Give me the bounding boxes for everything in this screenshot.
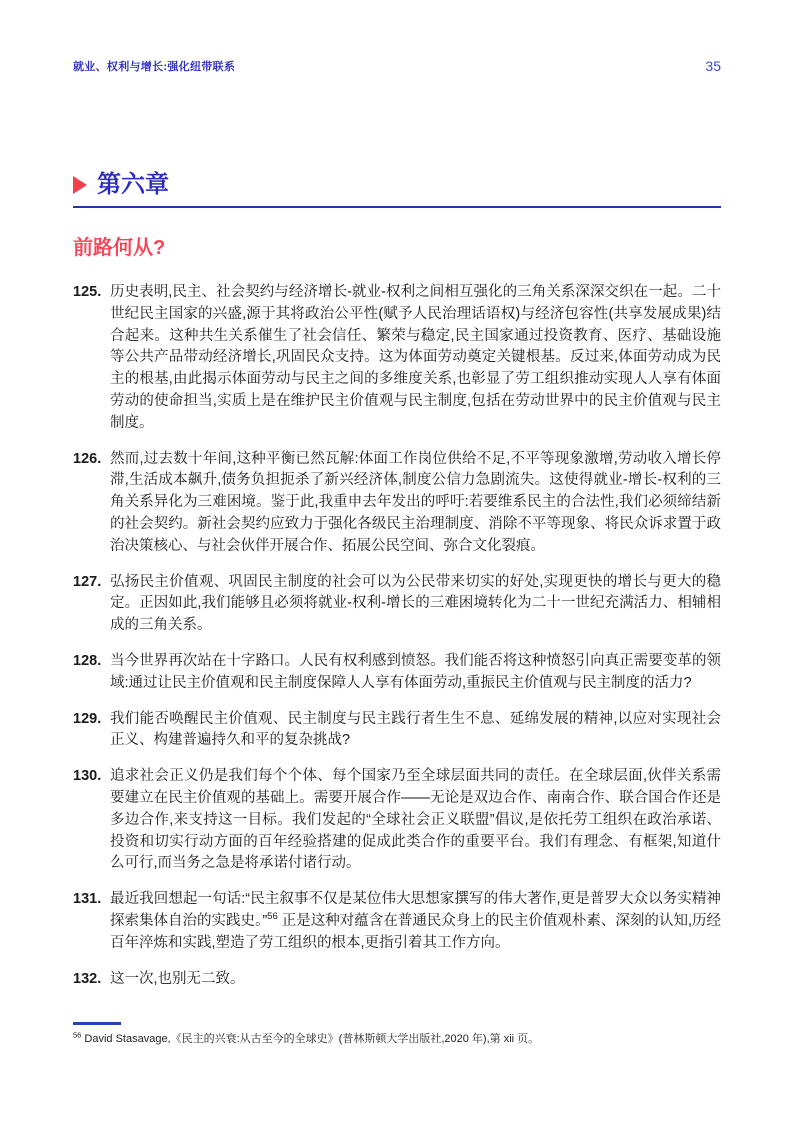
footnote-citation: David Stasavage,《民主的兴衰:从古至今的全球史》(普林斯顿大学出版社,2020 年),第 xii 页。 — [81, 1033, 540, 1045]
paragraph-number: 131. — [73, 891, 102, 908]
paragraph-number: 129. — [73, 710, 102, 727]
section-title: 前路何从? — [73, 237, 166, 259]
chapter-title-text: 第六章 — [97, 171, 169, 198]
paragraph-number: 128. — [73, 652, 102, 669]
paragraph-129 — [73, 709, 721, 753]
paragraph-125 — [73, 282, 721, 435]
paragraph-126 — [73, 449, 721, 558]
footnote-number-56: 56 — [73, 1030, 82, 1040]
footnote-block — [73, 1022, 721, 1047]
page-header — [73, 58, 721, 74]
paragraph-number: 126. — [73, 450, 102, 467]
paragraph-text: 我们能否唤醒民主价值观、民主制度与民主践行者生生不息、延绵发展的精神,以应对实现社会正义、构建普遍持久和平的复杂挑战? — [110, 710, 721, 749]
paragraph-text: 历史表明,民主、社会契约与经济增长-就业-权利之间相互强化的三角关系深深交织在一起。二十世纪民主国家的兴盛,源于其将政治公平性(赋予人民治理话语权)与经济包容性(共享发展成果)结合起来。这种共生关系催生了社会信任、繁荣与稳定,民主国家通过投资教育、医疗、基础设施等公共产品带动经济增长,巩固民众支持。这为体面劳动奠定关键根基。反过来,体面劳动成为民主的根基,由此揭示体面劳动与民主之间的多维度关系,也彰显了劳工组织推动实现人人享有体面劳动的使命担当,实质上是在维护民主价值观与民主制度,包括在劳动世界中的民主价值观与民主制度。 — [110, 284, 721, 431]
paragraph-number: 130. — [73, 768, 102, 785]
paragraph-number: 127. — [73, 573, 102, 590]
paragraph-text: 追求社会正义仍是我们每个个体、每个国家乃至全球层面共同的责任。在全球层面,伙伴关系需要建立在民主价值观的基础上。需要开展合作——无论是双边合作、南南合作、联合国合作还是多边合作,来支持这一目标。我们发起的“全球社会正义联盟”倡议,是依托劳工组织在政治承诺、投资和切实行动方面的百年经验搭建的促成此类合作的重要平台。我们有理念、有框架,知道什么可行,而当务之急是将承诺付诸行动。 — [110, 768, 721, 872]
paragraph-text — [110, 889, 721, 954]
paragraph-text-after-ref: 正是这种对蕴含在普通民众身上的民主价值观朴素、深刻的认知,历经百年淬炼和实践,塑造了劳工组织的根本,更指引着其工作方向。 — [110, 912, 721, 951]
paragraph-131 — [73, 889, 721, 954]
paragraph-text: 这一次,也别无二致。 — [110, 970, 245, 987]
paragraph-number: 125. — [73, 284, 102, 300]
chapter-marker-triangle-icon — [73, 176, 87, 194]
footnote-separator-line — [73, 1022, 121, 1025]
paragraph-127 — [73, 572, 721, 637]
chapter-heading-block — [73, 170, 721, 208]
paragraph-132 — [73, 969, 721, 991]
paragraph-text: 然而,过去数十年间,这种平衡已然瓦解:体面工作岗位供给不足,不平等现象激增,劳动收入增长停滞,生活成本飙升,债务负担扼杀了新兴经济体,制度公信力急剧流失。这使得就业-增长-权利的三角关系异化为三难困境。鉴于此,我重申去年发出的呼吁:若要维系民主的合法性,我们必须缔结新的社会契约。新社会契约应致力于强化各级民主治理制度、消除不平等现象、将民众诉求置于政治决策核心、与社会伙伴开展合作、拓展公民空间、弥合文化裂痕。 — [110, 450, 721, 554]
paragraph-130 — [73, 766, 721, 875]
paragraph-128 — [73, 651, 721, 695]
paragraph-text-before-ref: 最近我回想起一句话:“民主叙事不仅是某位伟大思想家撰写的伟大著作,更是普罗大众以务实精神探索集体自治的实践史。” — [110, 891, 721, 929]
footnote-reference-56: 56 — [267, 911, 278, 923]
paragraph-text: 弘扬民主价值观、巩固民主制度的社会可以为公民带来切实的好处,实现更快的增长与更大的稳定。正因如此,我们能够且必须将就业-权利-增长的三难困境转化为二十一世纪充满活力、相辅相成的三角关系。 — [110, 573, 721, 634]
paragraph-number: 132. — [73, 970, 102, 987]
numbered-paragraph-list — [73, 282, 721, 990]
paragraph-text: 当今世界再次站在十字路口。人民有权利感到愤怒。我们能否将这种愤怒引向真正需要变革的领域:通过让民主价值观和民主制度保障人人享有体面劳动,重振民主价值观与民主制度的活力? — [110, 652, 721, 691]
chapter-title — [73, 170, 721, 200]
page-number: 35 — [705, 58, 721, 74]
running-header-title: 就业、权利与增长:强化纽带联系 — [73, 61, 236, 73]
footnote-text — [73, 1032, 721, 1047]
chapter-divider-line — [73, 206, 721, 208]
